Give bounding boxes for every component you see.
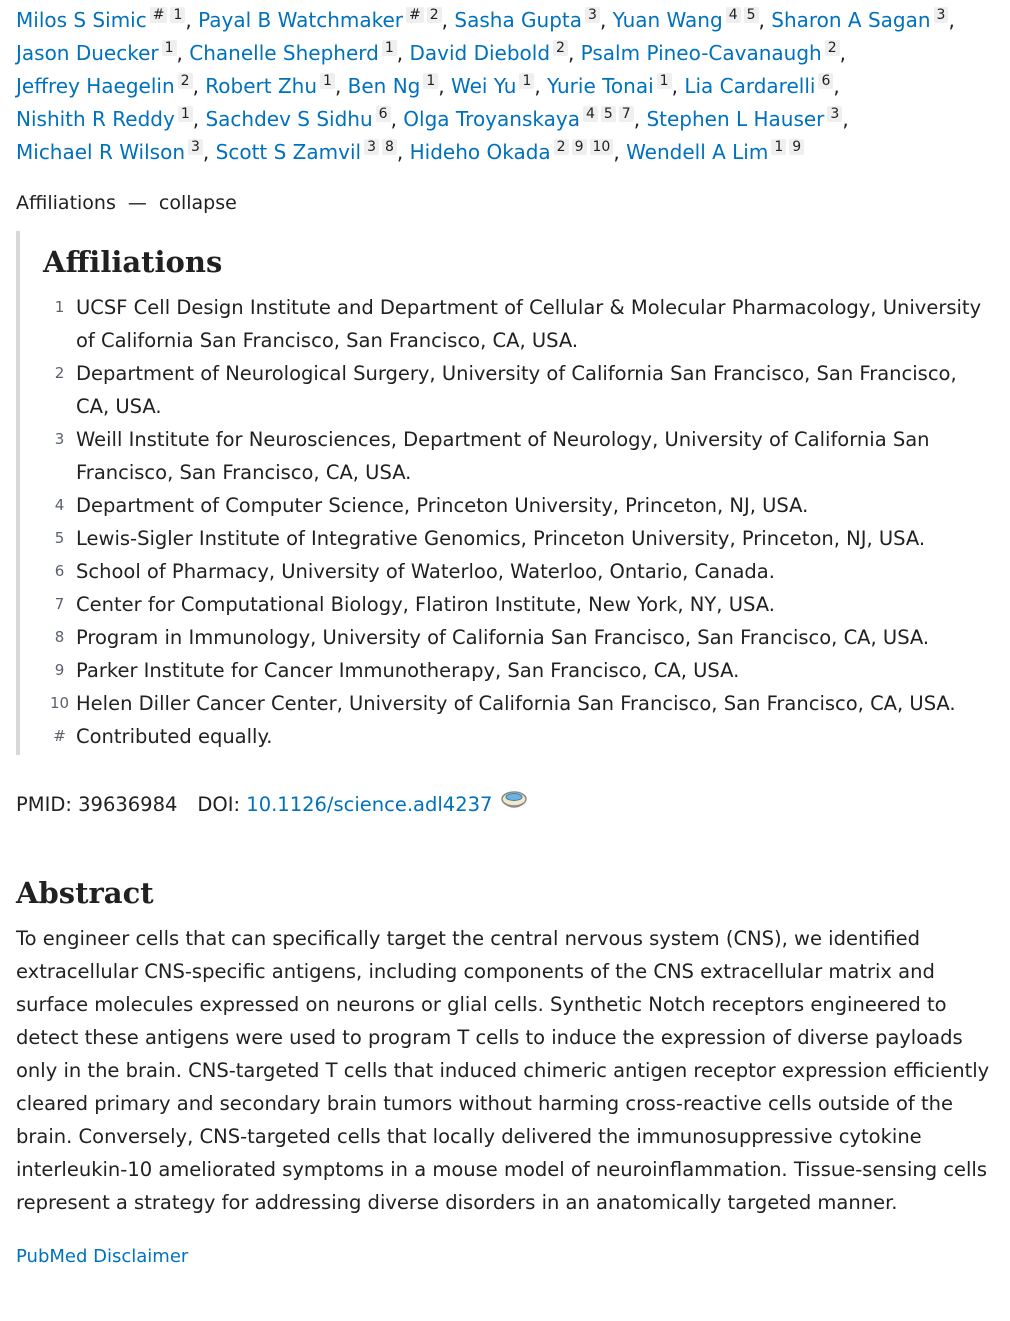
article-page — [0, 4, 1010, 1269]
affiliation-text: Center for Computational Biology, Flatiron Institute, New York, NY, USA. — [76, 593, 775, 616]
affiliation-ref[interactable]: 6 — [376, 106, 391, 122]
author-item — [684, 74, 833, 98]
affiliation-text: UCSF Cell Design Institute and Department of Cellular & Molecular Pharmacology, University of California San Francisco, San Francisco, CA, USA. — [76, 296, 982, 352]
affiliation-number: 10 — [49, 694, 70, 712]
affiliation-ref[interactable]: 4 — [726, 7, 741, 23]
author-item — [454, 8, 600, 32]
author-name-link[interactable]: Payal B Watchmaker — [198, 8, 404, 32]
affiliation-ref[interactable]: 5 — [601, 106, 616, 122]
affiliation-item — [43, 291, 994, 357]
author-separator: , — [633, 107, 647, 131]
affiliation-item — [43, 555, 994, 588]
author-name-link[interactable]: Milos S Simic — [16, 8, 147, 32]
author-name-link[interactable]: Olga Troyanskaya — [403, 107, 580, 131]
doi-label: DOI: — [197, 792, 241, 816]
author-item — [205, 107, 390, 131]
author-item — [16, 74, 193, 98]
author-name-link[interactable]: Wendell A Lim — [626, 140, 769, 164]
author-item — [409, 41, 567, 65]
affiliation-item — [43, 687, 994, 720]
crossref-icon[interactable] — [500, 789, 528, 820]
affiliation-number: # — [53, 727, 66, 745]
author-item — [16, 107, 193, 131]
affiliation-ref[interactable]: 3 — [364, 139, 379, 155]
author-name-link[interactable]: Michael R Wilson — [16, 140, 185, 164]
author-separator: , — [567, 41, 581, 65]
affiliation-number: 8 — [54, 628, 65, 646]
author-separator: , — [599, 8, 613, 32]
author-item — [16, 8, 185, 32]
affiliation-ref[interactable]: 1 — [170, 7, 185, 23]
author-name-link[interactable]: Stephen L Hauser — [646, 107, 825, 131]
author-name-link[interactable]: Jeffrey Haegelin — [16, 74, 175, 98]
affiliation-number: 3 — [54, 430, 65, 448]
author-item — [771, 8, 948, 32]
affiliation-item — [43, 423, 994, 489]
affiliations-heading: Affiliations — [43, 245, 223, 279]
author-separator: , — [833, 74, 840, 98]
affiliation-ref[interactable]: 10 — [590, 139, 614, 155]
author-item — [205, 74, 335, 98]
author-item — [16, 140, 203, 164]
author-separator: , — [441, 8, 455, 32]
collapse-icon: — — [127, 192, 147, 214]
affiliation-ref[interactable]: 9 — [572, 139, 587, 155]
affiliation-ref[interactable]: 1 — [423, 73, 438, 89]
author-item — [16, 41, 177, 65]
affiliation-number: 5 — [54, 529, 65, 547]
affiliation-ref[interactable]: 3 — [585, 7, 600, 23]
author-name-link[interactable]: Hideho Okada — [409, 140, 551, 164]
author-separator: , — [396, 140, 410, 164]
author-separator: , — [192, 107, 206, 131]
affiliation-text: Helen Diller Cancer Center, University of California San Francisco, San Francisco, CA, USA. — [76, 692, 956, 715]
author-name-link[interactable]: Yurie Tonai — [547, 74, 654, 98]
author-list — [16, 4, 994, 169]
doi-link[interactable]: 10.1126/science.adl4237 — [246, 792, 493, 816]
affiliation-ref[interactable]: 4 — [583, 106, 598, 122]
affiliation-text: Lewis-Sigler Institute of Integrative Genomics, Princeton University, Princeton, NJ, USA. — [76, 527, 926, 550]
author-item — [403, 107, 633, 131]
affiliation-ref[interactable]: 6 — [818, 73, 833, 89]
author-item — [216, 140, 397, 164]
affiliation-ref[interactable]: 3 — [188, 139, 203, 155]
affiliation-number: 9 — [54, 661, 65, 679]
affiliation-item — [43, 654, 994, 687]
author-item — [189, 41, 397, 65]
affiliations-toggle-action[interactable]: collapse — [158, 192, 237, 214]
author-item — [626, 140, 804, 164]
affiliation-text: Contributed equally. — [76, 725, 273, 748]
author-name-link[interactable]: Yuan Wang — [612, 8, 723, 32]
affiliation-ref[interactable]: 9 — [789, 139, 804, 155]
affiliations-toggle-label: Affiliations — [16, 192, 116, 214]
abstract-text: To engineer cells that can specifically target the central nervous system (CNS), we identified extracellular CNS-specific antigens, including components of the CNS extracellular matrix and surface molecules expressed on neurons or glial cells. Synthetic Notch receptors engineered to detect these antigens were used to program T cells to induce the expression of diverse payloads only in the brain. CNS-targeted T cells that induced chimeric antigen receptor expression efficiently cleared primary and secondary brain tumors without harming cross-reactive cells outside of the brain. Conversely, CNS-targeted cells that locally delivered the immunosuppressive cytokine interleukin-10 ameliorated symptoms in a mouse model of neuroinflammation. Tissue-sensing cells represent a strategy for addressing diverse disorders in an anatomically targeted manner. — [16, 927, 990, 1214]
affiliation-ref[interactable]: 3 — [934, 7, 949, 23]
author-item — [410, 140, 614, 164]
author-name-link[interactable]: Lia Cardarelli — [684, 74, 816, 98]
affiliation-text: School of Pharmacy, University of Waterloo, Waterloo, Ontario, Canada. — [76, 560, 775, 583]
affiliation-item — [43, 720, 994, 753]
disclaimer — [16, 1245, 994, 1269]
author-separator: , — [185, 8, 199, 32]
affiliations-toggle[interactable] — [16, 189, 994, 217]
author-separator: , — [671, 74, 685, 98]
abstract-heading: Abstract — [16, 876, 154, 910]
author-separator: , — [758, 8, 772, 32]
author-name-link[interactable]: Jason Duecker — [16, 41, 159, 65]
author-separator: , — [948, 8, 955, 32]
author-name-link[interactable]: Wei Yu — [451, 74, 517, 98]
affiliation-ref[interactable]: 7 — [619, 106, 634, 122]
affiliation-ref[interactable]: 1 — [162, 40, 177, 56]
author-name-link[interactable]: Sharon A Sagan — [771, 8, 931, 32]
affiliation-ref[interactable]: 8 — [382, 139, 397, 155]
affiliation-number: 4 — [54, 496, 65, 514]
author-separator: , — [839, 41, 847, 65]
pmid-label: PMID: — [16, 792, 72, 816]
affiliation-text: Department of Neurological Surgery, University of California San Francisco, San Francisco, CA, USA. — [76, 362, 957, 418]
author-separator: , — [202, 140, 216, 164]
author-separator: , — [334, 74, 348, 98]
author-item — [547, 74, 672, 98]
affiliation-ref[interactable]: 1 — [519, 73, 534, 89]
affiliation-ref[interactable]: 1 — [178, 106, 193, 122]
affiliation-ref[interactable]: 1 — [771, 139, 786, 155]
pmid-value: 39636984 — [78, 792, 178, 816]
affiliation-ref[interactable]: 1 — [320, 73, 335, 89]
author-separator: , — [176, 41, 190, 65]
affiliation-item — [43, 489, 994, 522]
affiliation-ref[interactable]: # — [406, 7, 424, 23]
author-name-link[interactable]: Robert Zhu — [205, 74, 318, 98]
affiliation-number: 1 — [54, 298, 65, 316]
affiliation-item — [43, 357, 994, 423]
affiliations-panel — [16, 231, 994, 755]
affiliation-item — [43, 621, 994, 654]
article-identifiers — [16, 789, 994, 820]
author-separator: , — [842, 107, 849, 131]
author-separator: , — [613, 140, 627, 164]
author-name-link[interactable]: Nishith R Reddy — [16, 107, 175, 131]
author-name-link[interactable]: Sasha Gupta — [454, 8, 583, 32]
affiliation-text: Weill Institute for Neurosciences, Department of Neurology, University of California San Francisco, San Francisco, CA, USA. — [76, 428, 930, 484]
author-name-link[interactable]: David Diebold — [409, 41, 551, 65]
author-item — [451, 74, 534, 98]
author-separator: , — [396, 41, 410, 65]
author-item — [581, 41, 840, 65]
affiliation-ref[interactable]: 1 — [657, 73, 672, 89]
author-name-link[interactable]: Sachdev S Sidhu — [205, 107, 373, 131]
author-separator: , — [534, 74, 548, 98]
pubmed-disclaimer-link[interactable]: PubMed Disclaimer — [16, 1246, 189, 1267]
author-item — [348, 74, 439, 98]
affiliation-ref[interactable]: 2 — [825, 40, 840, 56]
affiliations-list — [43, 291, 994, 753]
affiliation-item — [43, 522, 994, 555]
affiliation-text: Department of Computer Science, Princeton University, Princeton, NJ, USA. — [76, 494, 809, 517]
affiliation-ref[interactable]: 2 — [427, 7, 442, 23]
author-name-link[interactable]: Ben Ng — [347, 74, 421, 98]
author-name-link[interactable]: Psalm Pineo-Cavanaugh — [580, 41, 822, 65]
affiliation-number: 2 — [54, 364, 65, 382]
author-name-link[interactable]: Scott S Zamvil — [215, 140, 362, 164]
affiliation-ref[interactable]: 2 — [178, 73, 193, 89]
author-separator: , — [390, 107, 404, 131]
author-name-link[interactable]: Chanelle Shepherd — [189, 41, 379, 65]
author-separator: , — [438, 74, 452, 98]
affiliation-ref[interactable]: 3 — [827, 106, 842, 122]
affiliation-ref[interactable]: 1 — [382, 40, 397, 56]
affiliation-text: Parker Institute for Cancer Immunotherapy, San Francisco, CA, USA. — [76, 659, 740, 682]
affiliation-text: Program in Immunology, University of California San Francisco, San Francisco, CA, USA. — [76, 626, 930, 649]
author-item — [613, 8, 759, 32]
affiliation-number: 7 — [54, 595, 65, 613]
affiliation-ref[interactable]: # — [150, 7, 168, 23]
affiliation-item — [43, 588, 994, 621]
affiliation-ref[interactable]: 2 — [554, 139, 569, 155]
author-item — [646, 107, 842, 131]
affiliation-ref[interactable]: 2 — [553, 40, 568, 56]
author-separator: , — [192, 74, 206, 98]
affiliation-number: 6 — [54, 562, 65, 580]
affiliation-ref[interactable]: 5 — [744, 7, 759, 23]
author-item — [198, 8, 442, 32]
